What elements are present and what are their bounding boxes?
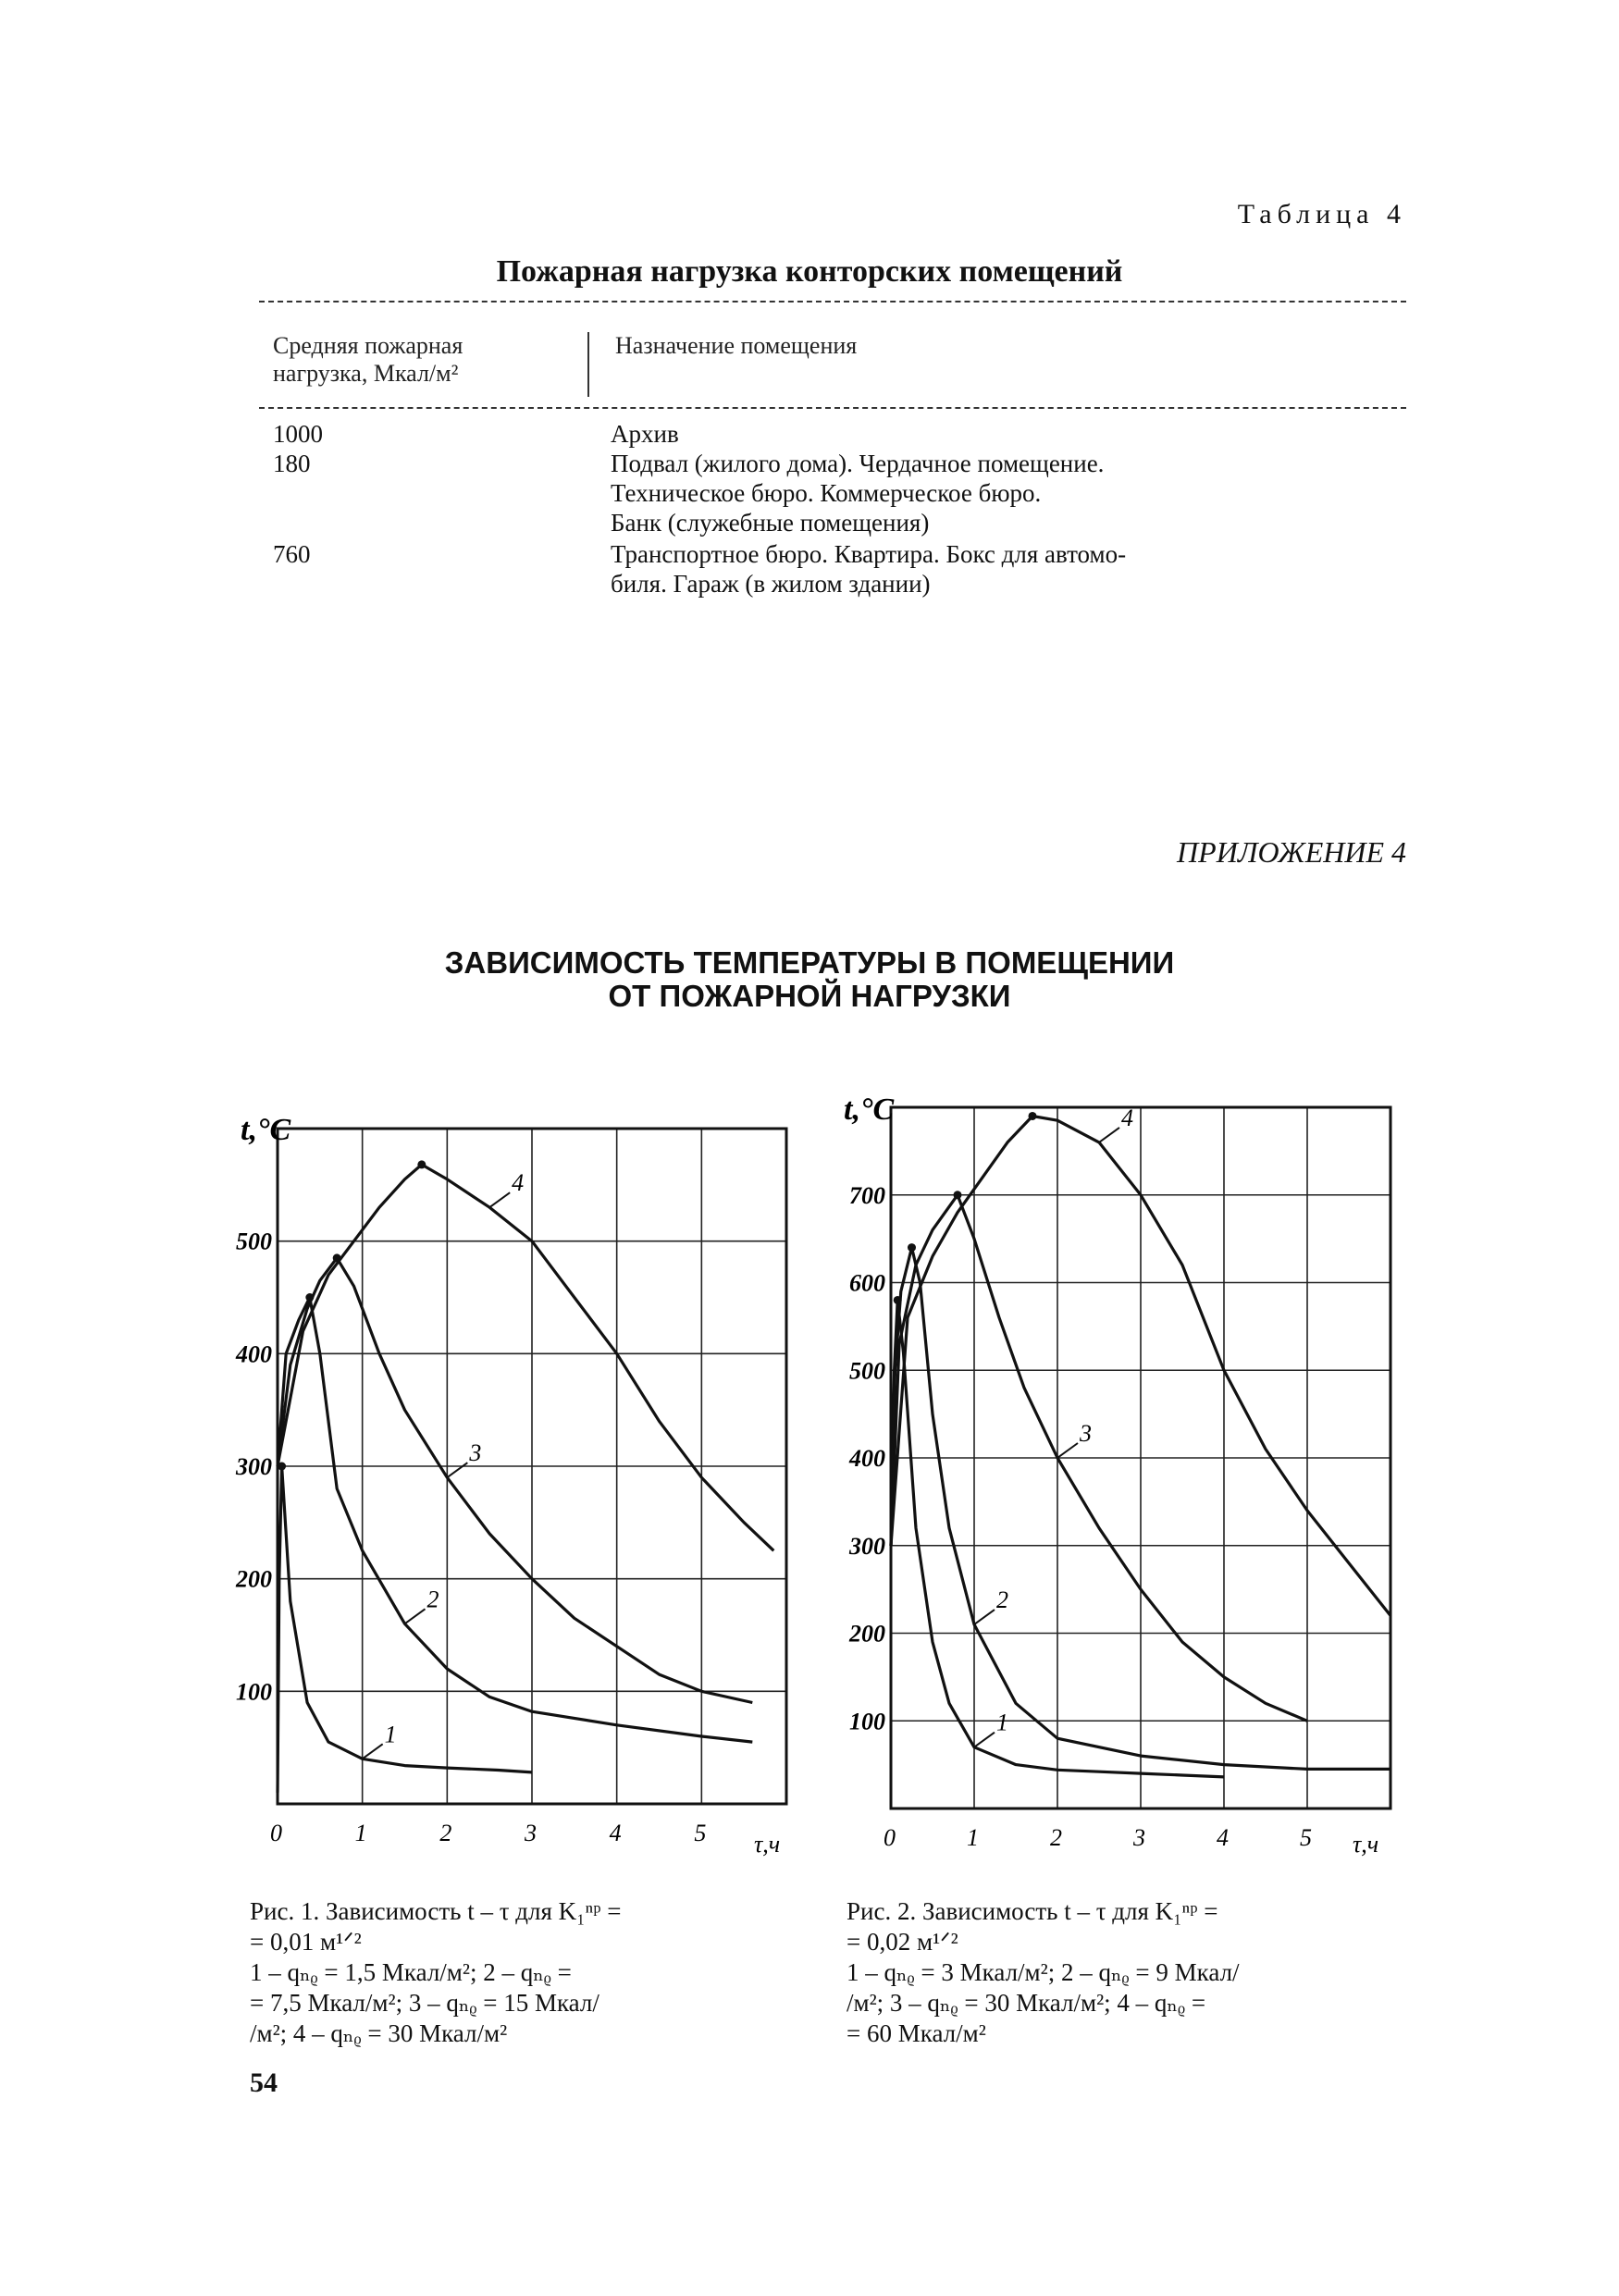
series-1-label: 1 — [384, 1721, 397, 1748]
row-purpose-line: Транспортное бюро. Квартира. Бокс для автомо- — [611, 540, 1127, 568]
row-purpose-line: Техническое бюро. Коммерческое бюро. — [611, 479, 1042, 507]
series-2-label: 2 — [426, 1586, 439, 1613]
series-3-peak-point — [954, 1191, 962, 1199]
row-purpose — [611, 419, 1351, 449]
caption-line: = 0,02 м¹ᐟ² — [847, 1928, 958, 1956]
x-tick-label: 1 — [354, 1820, 367, 1846]
caption-line: /м²; 4 – qₙᵨ = 30 Мкал/м² — [250, 2019, 508, 2047]
series-1-line — [278, 1466, 532, 1793]
caption-line: Рис. 2. Зависимость t – τ для K₁ⁿᵖ = — [847, 1897, 1218, 1925]
header-purpose: Назначение помещения — [615, 332, 858, 359]
row-purpose-line: биля. Гараж (в жилом здании) — [611, 570, 931, 598]
x-tick-label: 3 — [1133, 1824, 1145, 1851]
y-tick-label: 600 — [849, 1269, 885, 1297]
row-load: 760 — [273, 540, 311, 568]
row-purpose — [611, 449, 1351, 537]
table-rule-header — [259, 407, 1406, 409]
header-separator — [587, 332, 589, 397]
chart-1 — [222, 1082, 823, 1878]
x-tick-label: 3 — [525, 1820, 537, 1846]
series-4-leader — [489, 1192, 510, 1207]
x-tick-label: 0 — [884, 1824, 896, 1851]
caption-line: /м²; 3 – qₙᵨ = 30 Мкал/м²; 4 – qₙᵨ = — [847, 1989, 1206, 2017]
series-2-leader — [974, 1610, 995, 1624]
caption-line: 1 – qₙᵨ = 1,5 Мкал/м²; 2 – qₙᵨ = — [250, 1958, 572, 1986]
x-tick-label: 2 — [1050, 1824, 1062, 1851]
series-2-line — [278, 1298, 752, 1743]
series-1-leader — [363, 1744, 383, 1759]
series-3-line — [278, 1258, 752, 1703]
series-4-peak-point — [1029, 1112, 1037, 1120]
series-2-leader — [405, 1609, 426, 1623]
series-3-leader — [447, 1463, 467, 1477]
y-tick-label: 200 — [849, 1620, 885, 1648]
row-load: 180 — [273, 450, 311, 477]
chart-2-ylabel: t,°C — [844, 1092, 895, 1127]
series-3-label: 3 — [469, 1439, 482, 1467]
header-load-line2: нагрузка, Мкал/м² — [273, 360, 459, 387]
x-tick-label: 1 — [967, 1824, 979, 1851]
x-tick-label: 0 — [270, 1820, 282, 1846]
caption-line: = 0,01 м¹ᐟ² — [250, 1928, 362, 1956]
series-2-label: 2 — [996, 1586, 1008, 1614]
row-purpose-line: Банк (служебные помещения) — [611, 509, 930, 537]
y-tick-label: 500 — [849, 1357, 885, 1385]
chart-2-xlabel: τ,ч — [1353, 1831, 1379, 1858]
caption-line: = 60 Мкал/м² — [847, 2019, 986, 2047]
series-3-label: 3 — [1080, 1420, 1092, 1447]
chart-1-ticks — [235, 1228, 706, 1846]
appendix-label: ПРИЛОЖЕНИЕ 4 — [1177, 835, 1406, 869]
figure-2-caption — [847, 1896, 1420, 2049]
y-tick-label: 400 — [236, 1340, 272, 1368]
figure-1-caption — [250, 1896, 805, 2049]
y-tick-label: 300 — [236, 1453, 272, 1480]
caption-line: 1 – qₙᵨ = 3 Мкал/м²; 2 – qₙᵨ = 9 Мкал/ — [847, 1958, 1240, 1986]
series-1-leader — [974, 1733, 995, 1747]
table-rule-top — [259, 301, 1406, 302]
y-tick-label: 400 — [849, 1445, 885, 1472]
series-4-label: 4 — [1121, 1104, 1133, 1131]
caption-line: = 7,5 Мкал/м²; 3 – qₙᵨ = 15 Мкал/ — [250, 1989, 599, 2017]
series-4-line — [278, 1165, 773, 1550]
chart-1-xlabel: τ,ч — [754, 1831, 781, 1858]
x-tick-label: 2 — [439, 1820, 452, 1846]
x-tick-label: 5 — [1300, 1824, 1312, 1851]
series-3-leader — [1057, 1443, 1078, 1458]
chart-1-ylabel: t,°C — [241, 1113, 291, 1147]
row-load: 1000 — [273, 420, 323, 448]
row-purpose-line: Подвал (жилого дома). Чердачное помещение. — [611, 450, 1105, 477]
x-tick-label: 5 — [694, 1820, 707, 1846]
appendix-title-line1: ЗАВИСИМОСТЬ ТЕМПЕРАТУРЫ В ПОМЕЩЕНИИ — [444, 945, 1175, 980]
x-tick-label: 4 — [1217, 1824, 1229, 1851]
page-number: 54 — [250, 2068, 278, 2098]
y-tick-label: 300 — [849, 1532, 885, 1560]
y-tick-label: 700 — [849, 1181, 885, 1209]
chart-2 — [833, 1073, 1425, 1878]
y-tick-label: 100 — [849, 1708, 885, 1735]
series-4-label: 4 — [512, 1169, 525, 1197]
y-tick-label: 500 — [236, 1228, 272, 1255]
series-1-label: 1 — [996, 1709, 1008, 1736]
header-load — [273, 332, 463, 388]
row-purpose-line: Архив — [611, 420, 679, 448]
chart-1-grid — [278, 1129, 786, 1804]
caption-line: Рис. 1. Зависимость t – τ для K₁ⁿᵖ = — [250, 1897, 622, 1925]
series-4-leader — [1099, 1128, 1119, 1142]
table-label: Таблица 4 — [1237, 199, 1406, 229]
y-tick-label: 100 — [236, 1678, 272, 1706]
header-load-line1: Средняя пожарная — [273, 332, 463, 359]
x-tick-label: 4 — [609, 1820, 622, 1846]
series-4-peak-point — [417, 1160, 426, 1168]
series-2-peak-point — [908, 1243, 916, 1252]
appendix-title-line2: ОТ ПОЖАРНОЙ НАГРУЗКИ — [608, 979, 1011, 1013]
fire-load-table — [259, 301, 1406, 634]
row-purpose — [611, 539, 1351, 599]
chart-2-grid — [891, 1104, 1390, 1808]
y-tick-label: 200 — [236, 1565, 272, 1593]
table-title: Пожарная нагрузка конторских помещений — [496, 254, 1123, 289]
chart-1-series — [278, 1160, 773, 1792]
